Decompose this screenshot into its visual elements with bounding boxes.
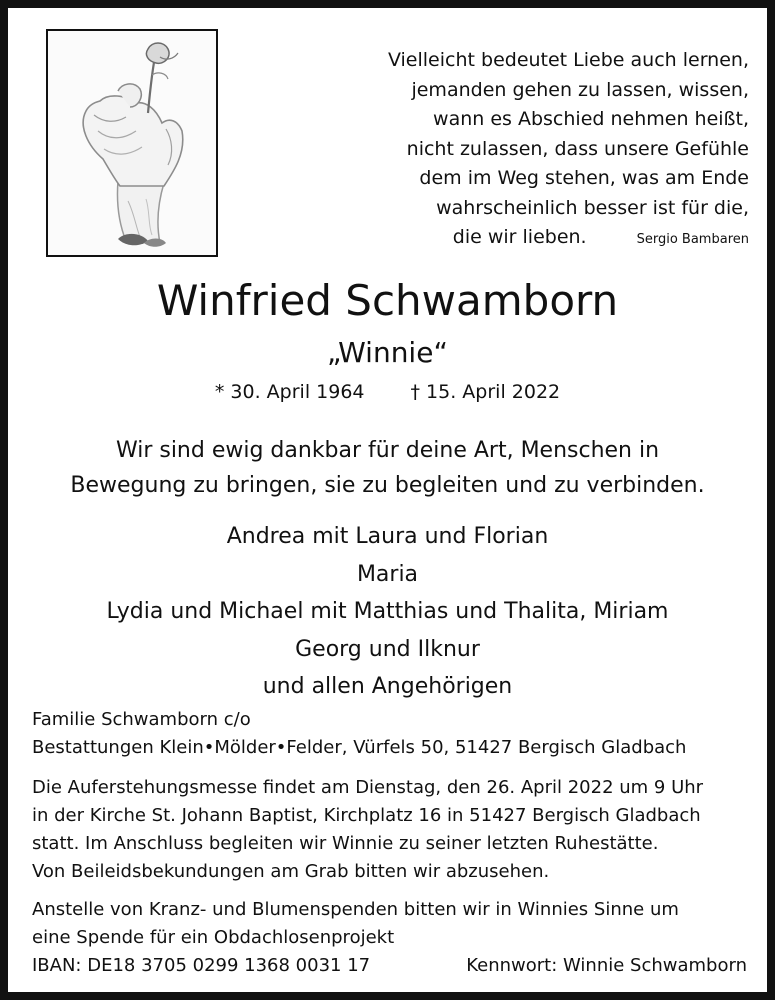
mourner-line: Georg und Ilknur xyxy=(295,636,480,662)
mass-line: Die Auferstehungsmesse findet am Dienstag, den 26. April 2022 um 9 Uhr xyxy=(32,777,704,798)
mourner-line: Maria xyxy=(356,561,419,587)
memorial-quote xyxy=(349,46,749,255)
bank-details xyxy=(32,952,755,980)
hand-drawing xyxy=(48,31,216,255)
quote-line: wahrscheinlich besser ist für die, xyxy=(436,196,749,219)
hand-holding-flower-illustration xyxy=(46,29,218,257)
mourners-list xyxy=(0,518,775,706)
deceased-nickname: „Winnie“ xyxy=(327,336,448,369)
quote-line: wann es Abschied nehmen heißt, xyxy=(433,108,749,130)
quote-line: dem im Weg stehen, was am Ende xyxy=(419,167,749,189)
death-date: † 15. April 2022 xyxy=(410,381,561,403)
funeral-mass-info xyxy=(32,774,755,886)
deceased-name: Winfried Schwamborn xyxy=(156,276,619,325)
life-dates xyxy=(0,381,775,403)
mourner-line: und allen Angehörigen xyxy=(262,674,513,699)
mass-line: in der Kirche St. Johann Baptist, Kirchplatz 16 in 51427 Bergisch Gladbach xyxy=(32,805,701,826)
tribute-line: Wir sind ewig dankbar für deine Art, Menschen in xyxy=(115,438,660,463)
contact-address xyxy=(32,706,755,762)
mass-line: statt. Im Anschluss begleiten wir Winnie zu seiner letzten Ruhestätte. xyxy=(32,833,659,854)
donation-keyword: Kennwort: Winnie Schwamborn xyxy=(466,955,747,976)
quote-line: Vielleicht bedeutet Liebe auch lernen, xyxy=(387,49,749,71)
quote-line: jemanden gehen zu lassen, wissen, xyxy=(411,78,749,101)
contact-line: Familie Schwamborn c/o xyxy=(32,709,251,730)
quote-last-line xyxy=(349,223,749,255)
quote-line: nicht zulassen, dass unsere Gefühle xyxy=(406,137,749,160)
contact-line: Bestattungen Klein•Mölder•Felder, Vürfels 50, 51427 Bergisch Gladbach xyxy=(32,737,687,758)
mourner-line: Lydia und Michael mit Matthias und Thalita, Miriam xyxy=(106,599,669,624)
donation-info xyxy=(32,896,755,980)
birth-date: * 30. April 1964 xyxy=(214,381,365,403)
donation-line: eine Spende für ein Obdachlosenprojekt xyxy=(32,927,395,948)
tribute-text xyxy=(0,433,775,503)
mass-line: Von Beileidsbekundungen am Grab bitten wir abzusehen. xyxy=(32,861,550,882)
quote-author: Sergio Bambaren xyxy=(636,232,749,247)
tribute-line: Bewegung zu bringen, sie zu begleiten und zu verbinden. xyxy=(70,473,705,498)
mourner-line: Andrea mit Laura und Florian xyxy=(226,524,549,549)
iban: IBAN: DE18 3705 0299 1368 0031 17 xyxy=(32,955,371,976)
donation-line: Anstelle von Kranz- und Blumenspenden bitten wir in Winnies Sinne um xyxy=(32,899,679,920)
quote-line: die wir lieben. xyxy=(452,226,587,248)
